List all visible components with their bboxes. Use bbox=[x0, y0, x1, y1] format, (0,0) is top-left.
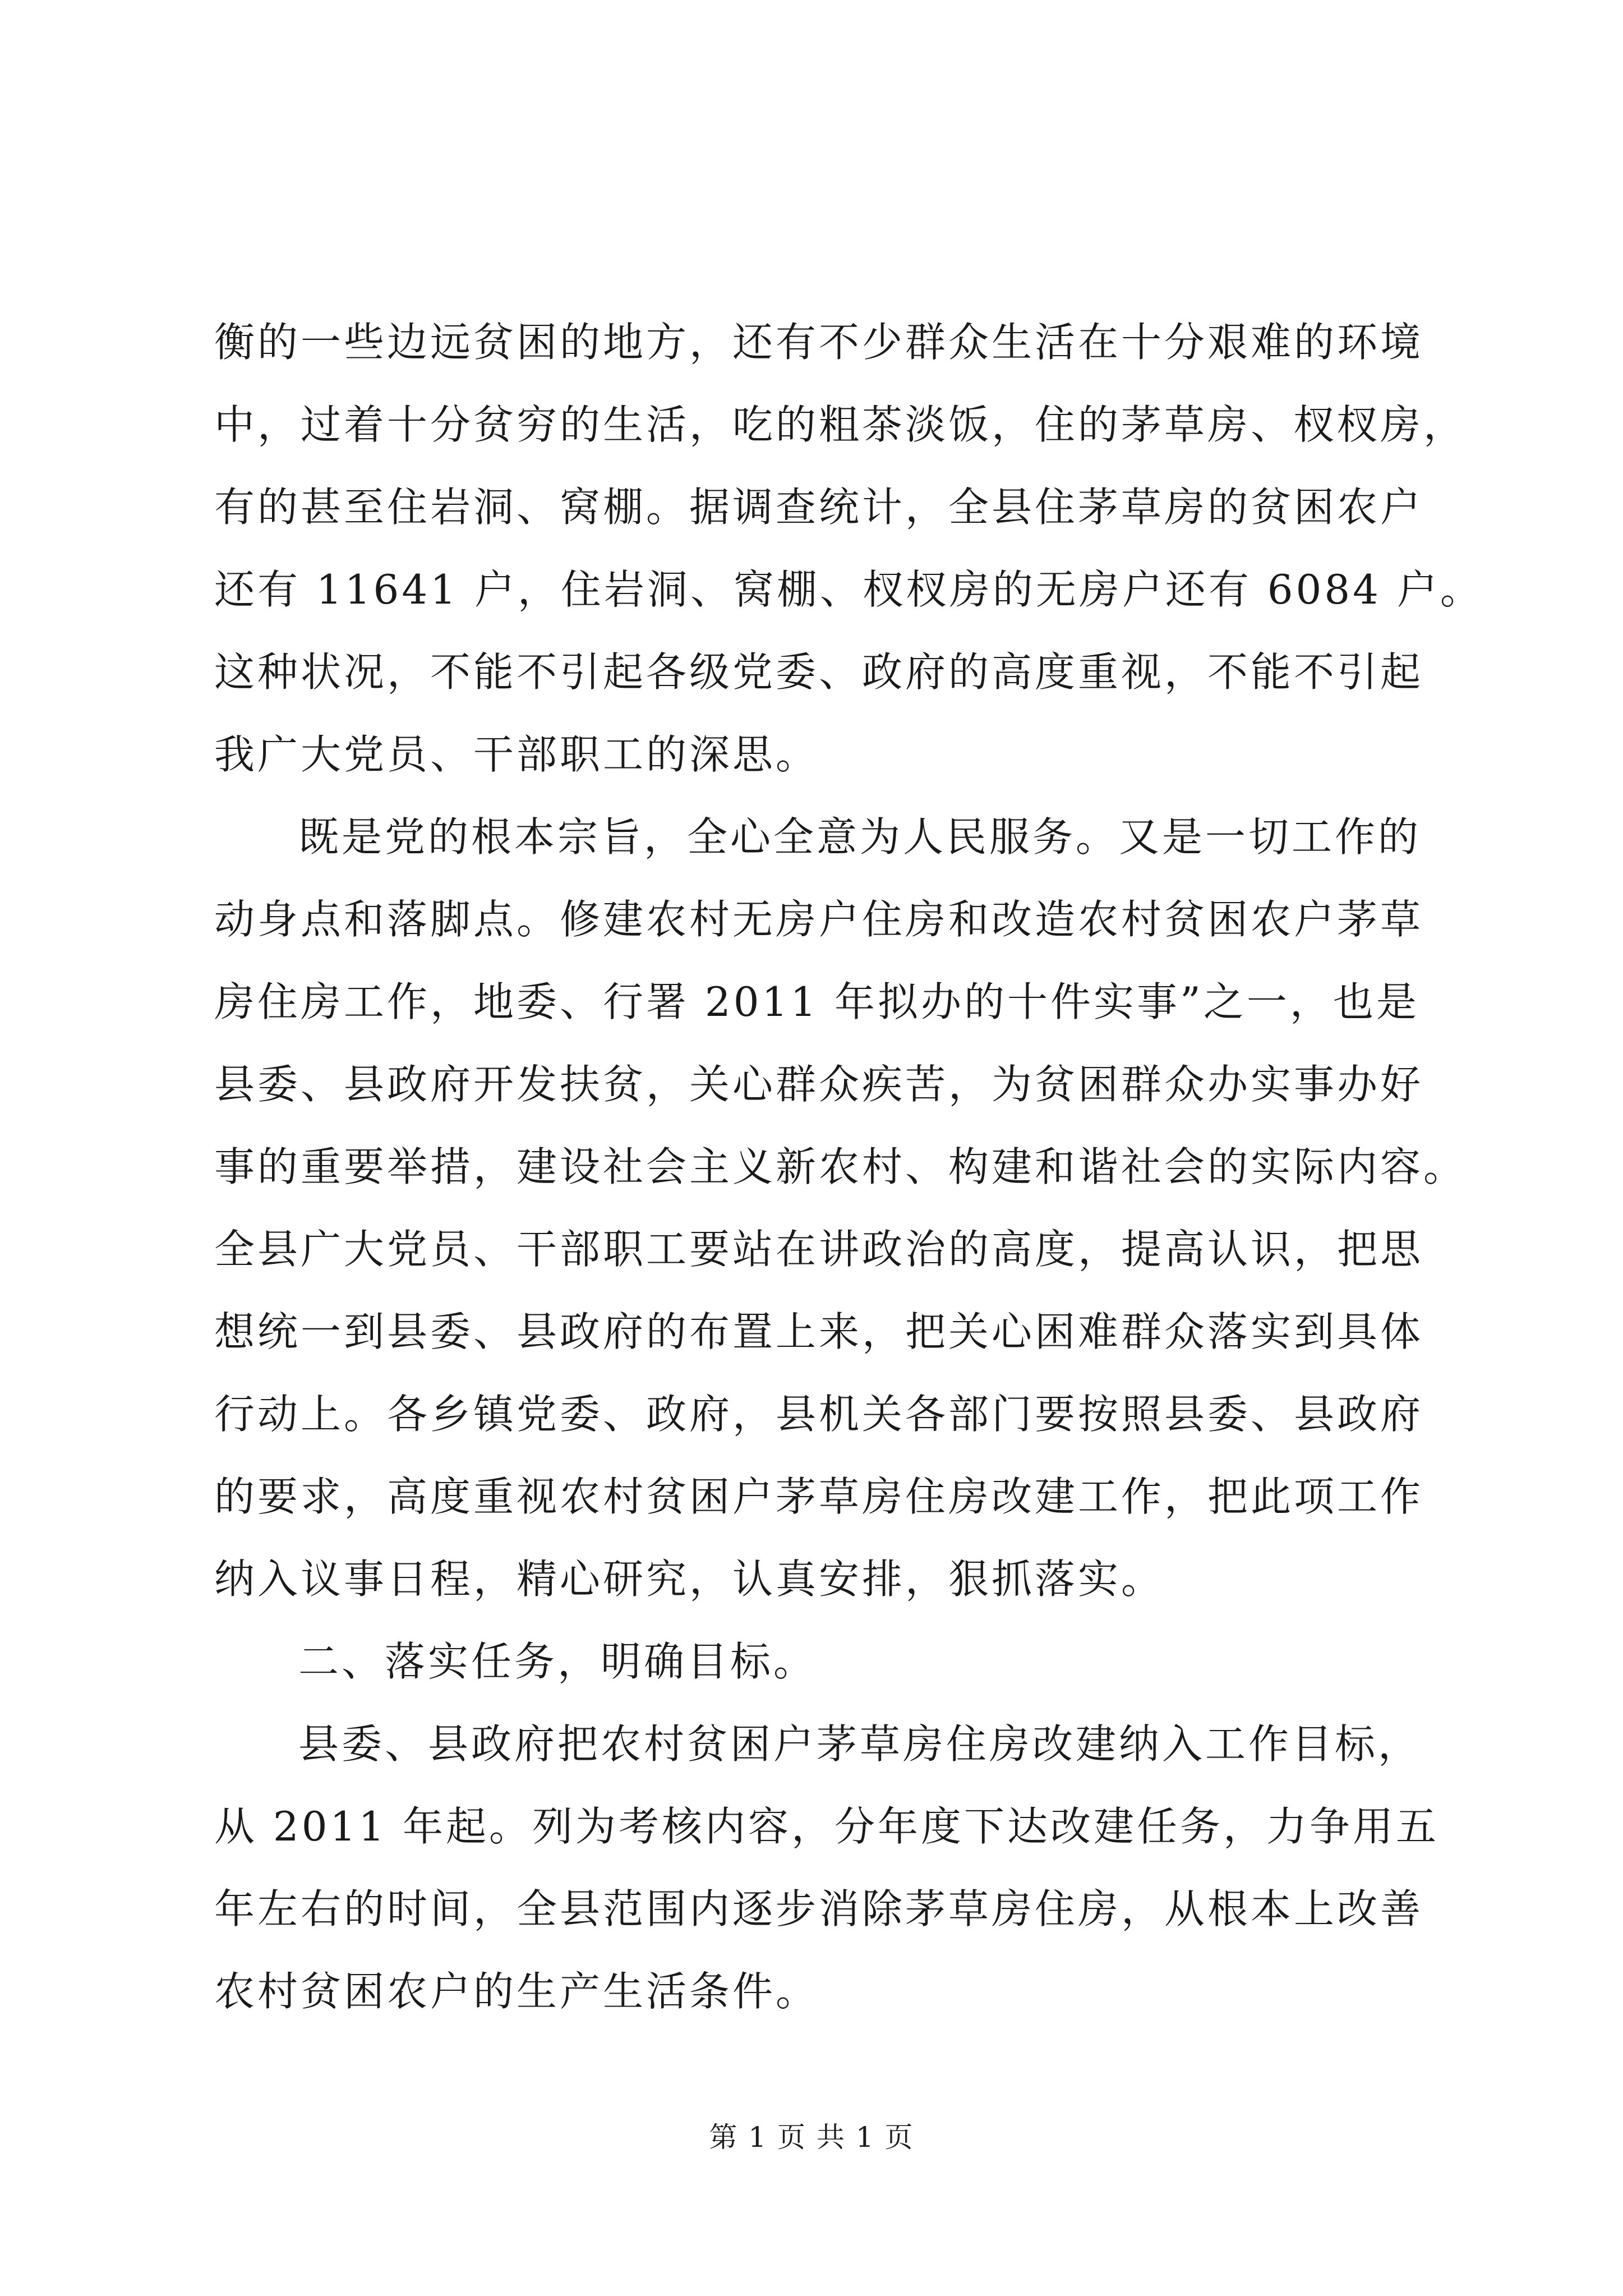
text-line: 衡的一些边远贫困的地方，还有不少群众生活在十分艰难的环境 bbox=[214, 318, 1424, 366]
text-line: 想统一到县委、县政府的布置上来，把关心困难群众落实到具体 bbox=[214, 1308, 1424, 1355]
text-line: 纳入议事日程，精心研究，认真安排，狠抓落实。 bbox=[214, 1555, 1165, 1603]
text-line: 房住房工作，地委、行署 2011 年拟办的十件实事”之一，也是 bbox=[214, 978, 1419, 1025]
paragraph-first-line: 县委、县政府把农村贫困户茅草房住房改建纳入工作目标， bbox=[298, 1720, 1422, 1768]
text-line: 还有 11641 户，住岩洞、窝棚、杈杈房的无房户还有 6084 户。 bbox=[214, 565, 1483, 613]
text-line: 有的甚至住岩洞、窝棚。据调查统计，全县住茅草房的贫困农户 bbox=[214, 483, 1424, 531]
text-line: 农村贫困农户的生产生活条件。 bbox=[214, 1967, 819, 2015]
text-line: 我广大党员、干部职工的深思。 bbox=[214, 730, 819, 778]
text-line: 行动上。各乡镇党委、政府，县机关各部门要按照县委、县政府 bbox=[214, 1390, 1424, 1438]
section-heading: 二、落实任务，明确目标。 bbox=[298, 1637, 817, 1685]
text-line: 年左右的时间，全县范围内逐步消除茅草房住房，从根本上改善 bbox=[214, 1885, 1424, 1932]
text-line: 全县广大党员、干部职工要站在讲政治的高度，提高认识，把思 bbox=[214, 1225, 1424, 1273]
text-line: 事的重要举措，建设社会主义新农村、构建和谐社会的实际内容。 bbox=[214, 1143, 1467, 1190]
text-line: 从 2011 年起。列为考核内容，分年度下达改建任务，力争用五 bbox=[214, 1802, 1440, 1850]
text-line: 的要求，高度重视农村贫困户茅草房住房改建工作，把此项工作 bbox=[214, 1473, 1424, 1520]
document-body bbox=[214, 297, 1483, 2029]
paragraph-first-line: 既是党的根本宗旨，全心全意为人民服务。又是一切工作的 bbox=[298, 813, 1422, 861]
text-line: 县委、县政府开发扶贫，关心群众疾苦，为贫困群众办实事办好 bbox=[214, 1060, 1424, 1108]
text-line: 中，过着十分贫穷的生活，吃的粗茶淡饭，住的茅草房、杈杈房， bbox=[214, 401, 1467, 448]
text-line: 动身点和落脚点。修建农村无房户住房和改造农村贫困农户茅草 bbox=[214, 895, 1424, 943]
page-footer: 第 1 页 共 1 页 bbox=[709, 2121, 914, 2154]
text-line: 这种状况，不能不引起各级党委、政府的高度重视，不能不引起 bbox=[214, 648, 1424, 696]
